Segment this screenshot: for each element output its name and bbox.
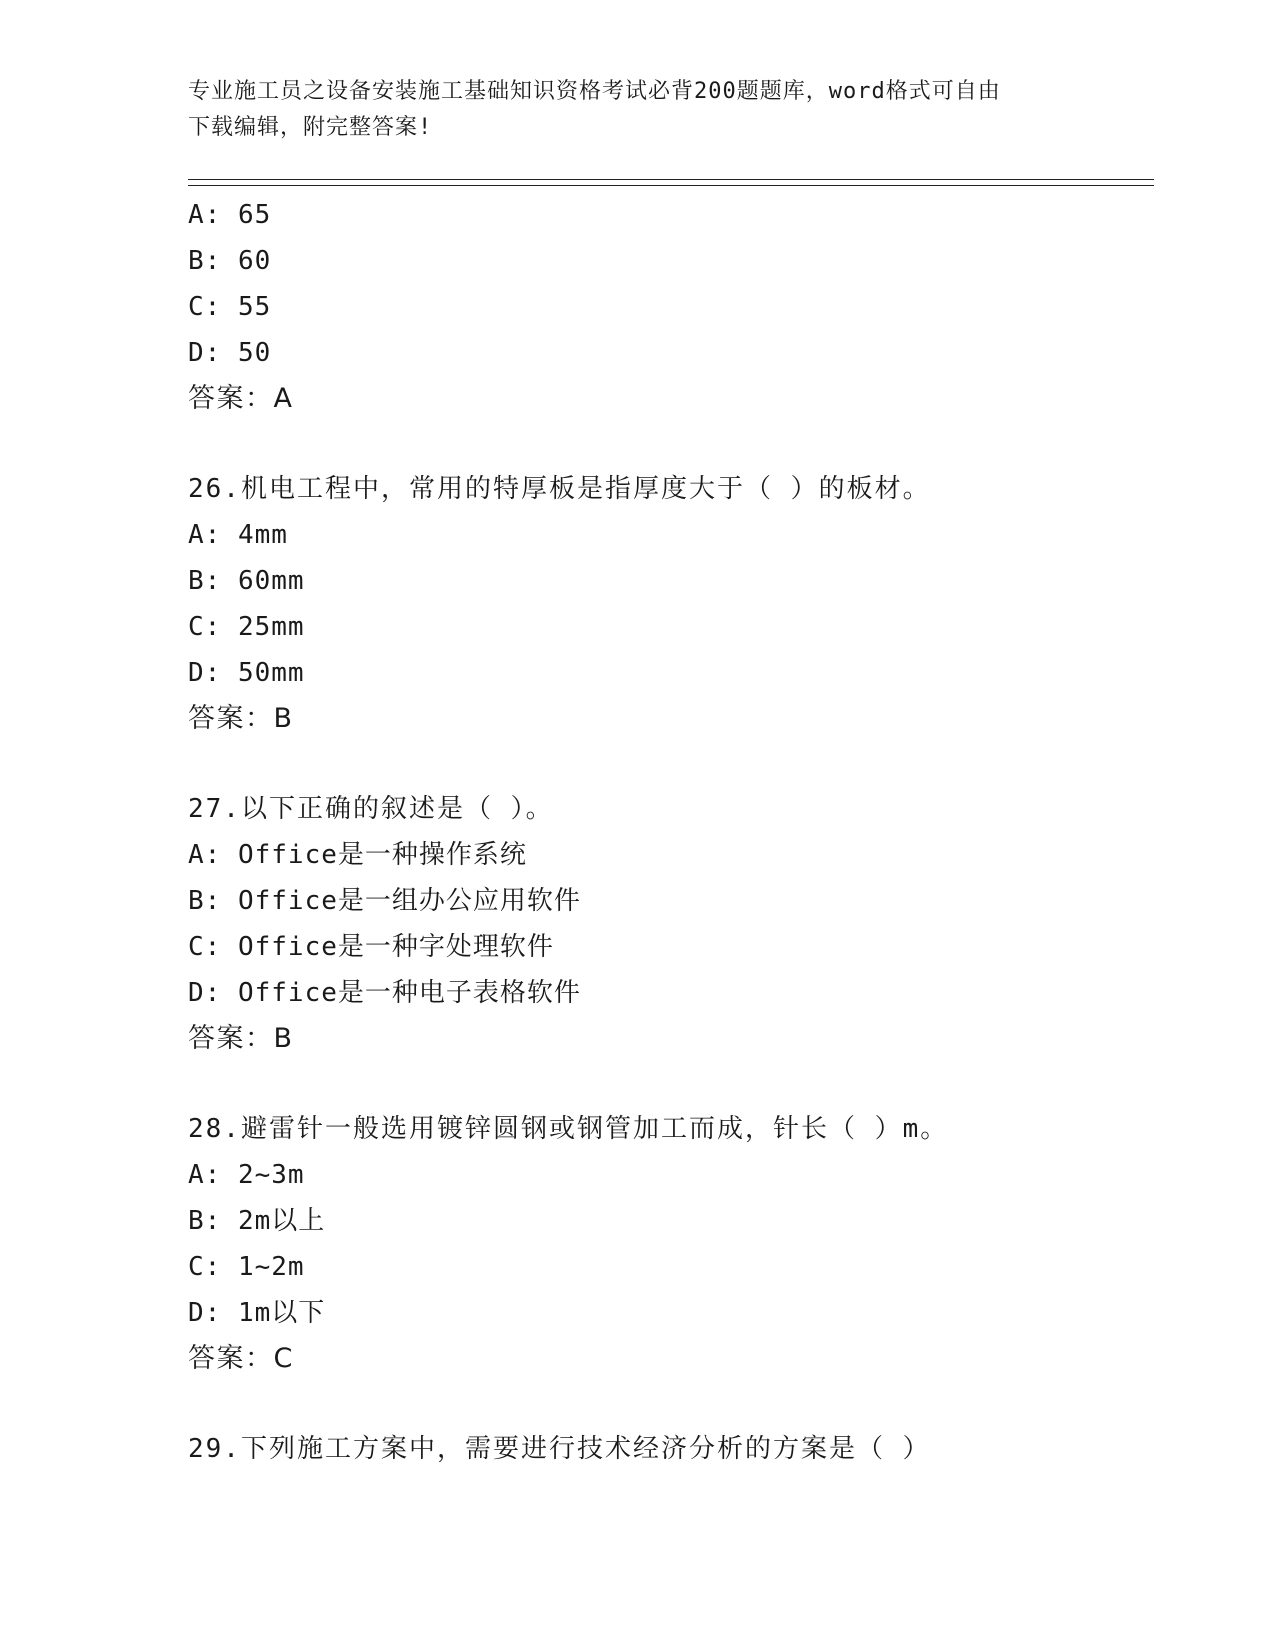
option-a: A: 4mm — [188, 520, 288, 550]
question-text: 27.以下正确的叙述是（ ）。 — [188, 794, 554, 824]
option-b: B: 60 — [188, 246, 272, 276]
header-line-1: 专业施工员之设备安装施工基础知识资格考试必背200题题库，word格式可自由 — [188, 79, 1001, 104]
option-d: D: 1m以下 — [188, 1298, 326, 1328]
header-divider-top — [188, 179, 1154, 180]
option-d: D: 50mm — [188, 658, 305, 688]
question-list — [188, 192, 1188, 1472]
option-a: A: 65 — [188, 200, 272, 230]
question-block-26 — [188, 466, 1188, 742]
option-b: B: 2m以上 — [188, 1206, 326, 1236]
question-block-27 — [188, 786, 1188, 1062]
answer-text: 答案：A — [188, 383, 294, 414]
question-block-28 — [188, 1106, 1188, 1382]
option-b: B: Office是一组办公应用软件 — [188, 886, 581, 916]
option-c: C: Office是一种字处理软件 — [188, 932, 554, 962]
option-c: C: 1~2m — [188, 1252, 305, 1282]
answer-text: 答案：B — [188, 703, 294, 734]
option-a: A: Office是一种操作系统 — [188, 840, 527, 870]
document-header — [188, 74, 1088, 146]
question-text: 29.下列施工方案中，需要进行技术经济分析的方案是（ ） — [188, 1434, 931, 1464]
option-c: C: 55 — [188, 292, 272, 322]
question-block-29 — [188, 1426, 1188, 1472]
question-text: 28.避雷针一般选用镀锌圆钢或钢管加工而成，针长（ ）m。 — [188, 1114, 949, 1144]
option-a: A: 2~3m — [188, 1160, 305, 1190]
option-d: D: Office是一种电子表格软件 — [188, 978, 581, 1008]
answer-text: 答案：C — [188, 1343, 294, 1374]
option-b: B: 60mm — [188, 566, 305, 596]
question-text: 26.机电工程中，常用的特厚板是指厚度大于（ ）的板材。 — [188, 474, 931, 504]
question-block-25 — [188, 192, 1188, 422]
answer-text: 答案：B — [188, 1023, 294, 1054]
header-divider-bottom — [188, 185, 1154, 186]
option-d: D: 50 — [188, 338, 272, 368]
header-line-2: 下载编辑，附完整答案! — [188, 115, 433, 140]
option-c: C: 25mm — [188, 612, 305, 642]
